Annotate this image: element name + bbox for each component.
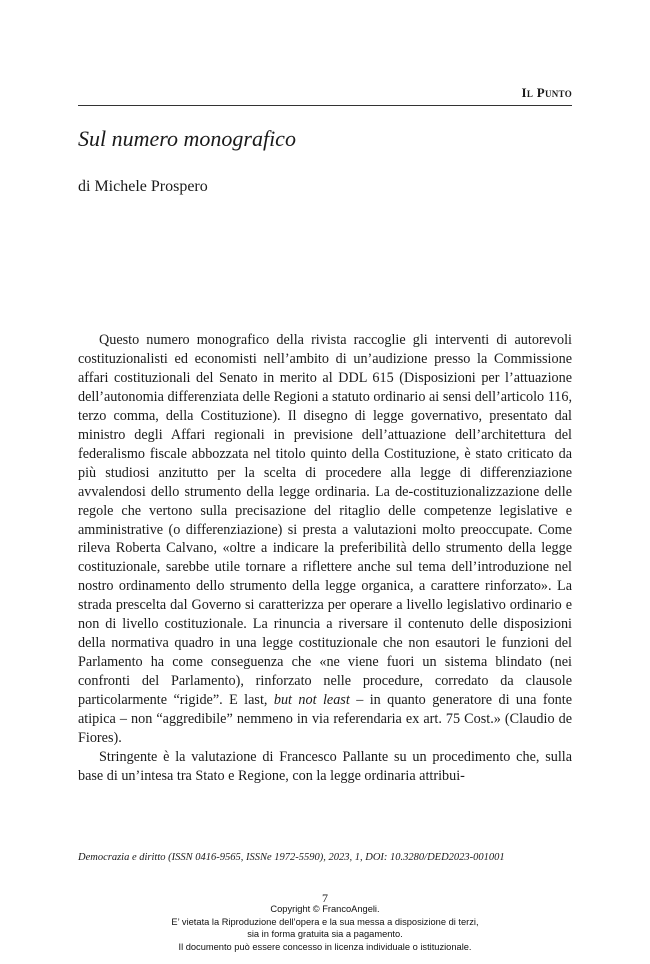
article-title: Sul numero monografico	[78, 126, 296, 151]
byline: di Michele Prospero	[78, 178, 208, 195]
copyright-line: Copyright © FrancoAngeli.	[270, 904, 380, 914]
paragraph: Stringente è la valutazione di Francesco Pallante su un procedimento che, sulla base di un’intesa tra Stato e Regione, con la legge ordinaria attribui-	[78, 748, 572, 784]
copyright-line: Il documento può essere concesso in licenza individuale o istituzionale.	[178, 941, 472, 952]
copyright-notice	[0, 903, 650, 953]
paragraph-text: Questo numero monografico della rivista raccoglie gli interventi di autorevoli costituzionalisti ed economisti nell’ambito di un’audizione presso la Commissione affari costituzionali del Senato in merito al DDL 615 (Disposizioni per l’attuazione dell’autonomia differenziata delle Regioni a statuto ordinario ai sensi dell’articolo 116, terzo comma, della Costituzione). Il disegno di legge governativo, presentato dal ministro degli Affari regionali in previsione dell’attuazione dell’architettura del federalismo fiscale abbozzata nel titolo quinto della Costituzione, è stato criticato da più studiosi anzitutto per la scelta di procedere alla legge di differenziazione avvalendosi dello strumento della legge ordinaria. La de-costituzionalizzazione delle regole che vertono sulla precisazione del ritaglio delle competenze legislative e amministrative (o differenziazione) si presta a valutazioni molto preoccupate. Come rileva Roberta Calvano, «oltre a indicare la preferibilità dello strumento della legge costituzionale, sarebbe utile tornare a riflettere anche sul tema dell’introduzione nel nostro ordinamento dello strumento della legge organica, a carattere rinforzato». La strada prescelta dal Governo si caratterizza per operare a livello legislativo ordinario e non di livello costituzionale. La rinuncia a riversare il contenuto delle disposizioni della normativa quadro in una legge costituzionale che non esautori le funzioni del Parlamento ha come conseguenza che «ne viene fuori un sistema blindato (nei confronti del Parlamento), rinforzato nelle procedure, corredato da clausole particolarmente “rigide”. E last,	[78, 332, 572, 709]
page-number: 7	[322, 891, 328, 905]
emphasis-text: but not least	[273, 692, 350, 709]
header-rule	[78, 105, 572, 106]
copyright-line: sia in forma gratuita sia a pagamento.	[247, 929, 403, 939]
paragraph-text: – in quanto generatore di una fonte atipica – non “aggredibile” nemmeno in via referendaria ex art. 75 Cost.» (Claudio de Fiores).	[78, 692, 572, 747]
journal-citation: Democrazia e diritto (ISSN 0416-9565, ISSNe 1972-5590), 2023, 1, DOI: 10.3280/DED2023-001001	[78, 852, 505, 863]
running-head: Il Punto	[521, 85, 572, 100]
copyright-line: E’ vietata la Riproduzione dell’opera e la sua messa a disposizione di terzi,	[171, 916, 479, 927]
paragraph	[78, 331, 572, 748]
article-body	[78, 331, 572, 786]
